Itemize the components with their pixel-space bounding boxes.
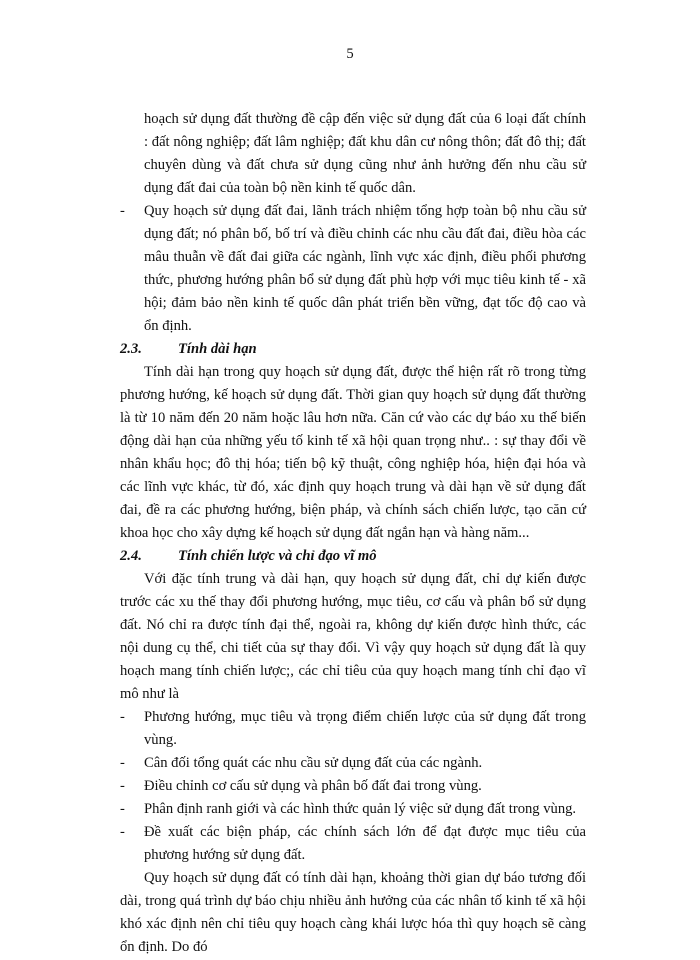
bullet-text: Cân đối tổng quát các nhu cầu sử dụng đất của các ngành. — [144, 755, 483, 771]
bullet-intro — [120, 200, 586, 338]
bullet-text: Phương hướng, mục tiêu và trọng điểm chiến lược của sử dụng đất trong vùng. — [144, 709, 586, 748]
list-item — [120, 821, 586, 867]
closing-paragraph: Quy hoạch sử dụng đất có tính dài hạn, khoảng thời gian dự báo tương đối dài, trong quá trình dự báo chịu nhiều ảnh hưởng của các nhân tố kinh tế xã hội khó xác định nên chỉ tiêu quy hoạch càng khái lược hóa thì quy hoạch sẽ càng ổn định. Do đó — [120, 870, 586, 955]
document-body — [120, 108, 586, 959]
section-number: 2.3. — [120, 341, 142, 357]
list-item — [120, 706, 586, 752]
bullet-dash: - — [120, 709, 125, 725]
list-item — [120, 775, 586, 798]
bullet-text: Đề xuất các biện pháp, các chính sách lớn để đạt được mục tiêu của phương hướng sử dụng đất. — [144, 824, 586, 863]
section-number: 2.4. — [120, 548, 142, 564]
section-title: Tính chiến lược và chỉ đạo vĩ mô — [178, 548, 377, 564]
bullet-text: Điều chỉnh cơ cấu sử dụng và phân bố đất đai trong vùng. — [144, 778, 482, 794]
bullet-text: Quy hoạch sử dụng đất đai, lãnh trách nhiệm tổng hợp toàn bộ nhu cầu sử dụng đất; nó phân bố, bố trí và điều chỉnh các nhu cầu đất đai, điều hòa các mâu thuẫn về đất đai giữa các ngành, lĩnh vực xác định, điều phối phương thức, phương hướng phân bổ sử dụng đất phù hợp với mục tiêu kinh tế - xã hội; đảm bảo nền kinh tế quốc dân phát triển bền vững, đạt tốc độ cao và ổn định. — [144, 203, 586, 334]
bullet-dash: - — [120, 755, 125, 771]
section-2-4-paragraph: Với đặc tính trung và dài hạn, quy hoạch sử dụng đất, chỉ dự kiến được trước các xu thế thay đổi phương hướng, mục tiêu, cơ cấu và phân bổ sử dụng đất. Nó chỉ ra được tính đại thể, ngoài ra, không dự kiến được hình thức, các nội dung cụ thể, chi tiết của sự thay đổi. Vì vậy quy hoạch sử dụng đất là quy hoạch mang tính chiến lược;, các chỉ tiêu của quy hoạch mang tính chỉ đạo vĩ mô như là — [120, 571, 586, 702]
section-2-3-paragraph: Tính dài hạn trong quy hoạch sử dụng đất, được thể hiện rất rõ trong từng phương hướng, kế hoạch sử dụng đất. Thời gian quy hoạch sử dụng đất thường là từ 10 năm đến 20 năm hoặc lâu hơn nữa. Căn cứ vào các dự báo xu thế biến động dài hạn của những yếu tố kinh tế xã hội quan trọng như.. : sự thay đổi về nhân khẩu học; đô thị hóa; tiến bộ kỹ thuật, công nghiệp hóa, hiện đại hóa và các lĩnh vực khác, từ đó, xác định quy hoạch trung và dài hạn về sử dụng đất đai, đề ra các phương hướng, biện pháp, và chính sách chiến lược, tạo căn cứ khoa học cho xây dựng kế hoạch sử dụng đất ngắn hạn và hàng năm... — [120, 364, 586, 541]
section-2-4-heading — [120, 545, 586, 568]
page-number: 5 — [346, 46, 354, 62]
bullet-dash: - — [120, 824, 125, 840]
section-2-3-heading — [120, 338, 586, 361]
list-item — [120, 752, 586, 775]
bullet-dash: - — [120, 778, 125, 794]
list-item — [120, 798, 586, 821]
intro-continuation: hoạch sử dụng đất thường đề cập đến việc sử dụng đất của 6 loại đất chính : đất nông nghiệp; đất lâm nghiệp; đất khu dân cư nông thôn; đất đô thị; đất chuyên dùng và đất chưa sử dụng cũng như ảnh hưởng đến nhu cầu sử dụng đất đai của toàn bộ nền kinh tế quốc dân. — [144, 111, 586, 196]
bullet-dash: - — [120, 801, 125, 817]
bullet-dash: - — [120, 203, 125, 219]
bullet-text: Phân định ranh giới và các hình thức quản lý việc sử dụng đất trong vùng. — [144, 801, 577, 817]
section-title: Tính dài hạn — [178, 341, 257, 357]
